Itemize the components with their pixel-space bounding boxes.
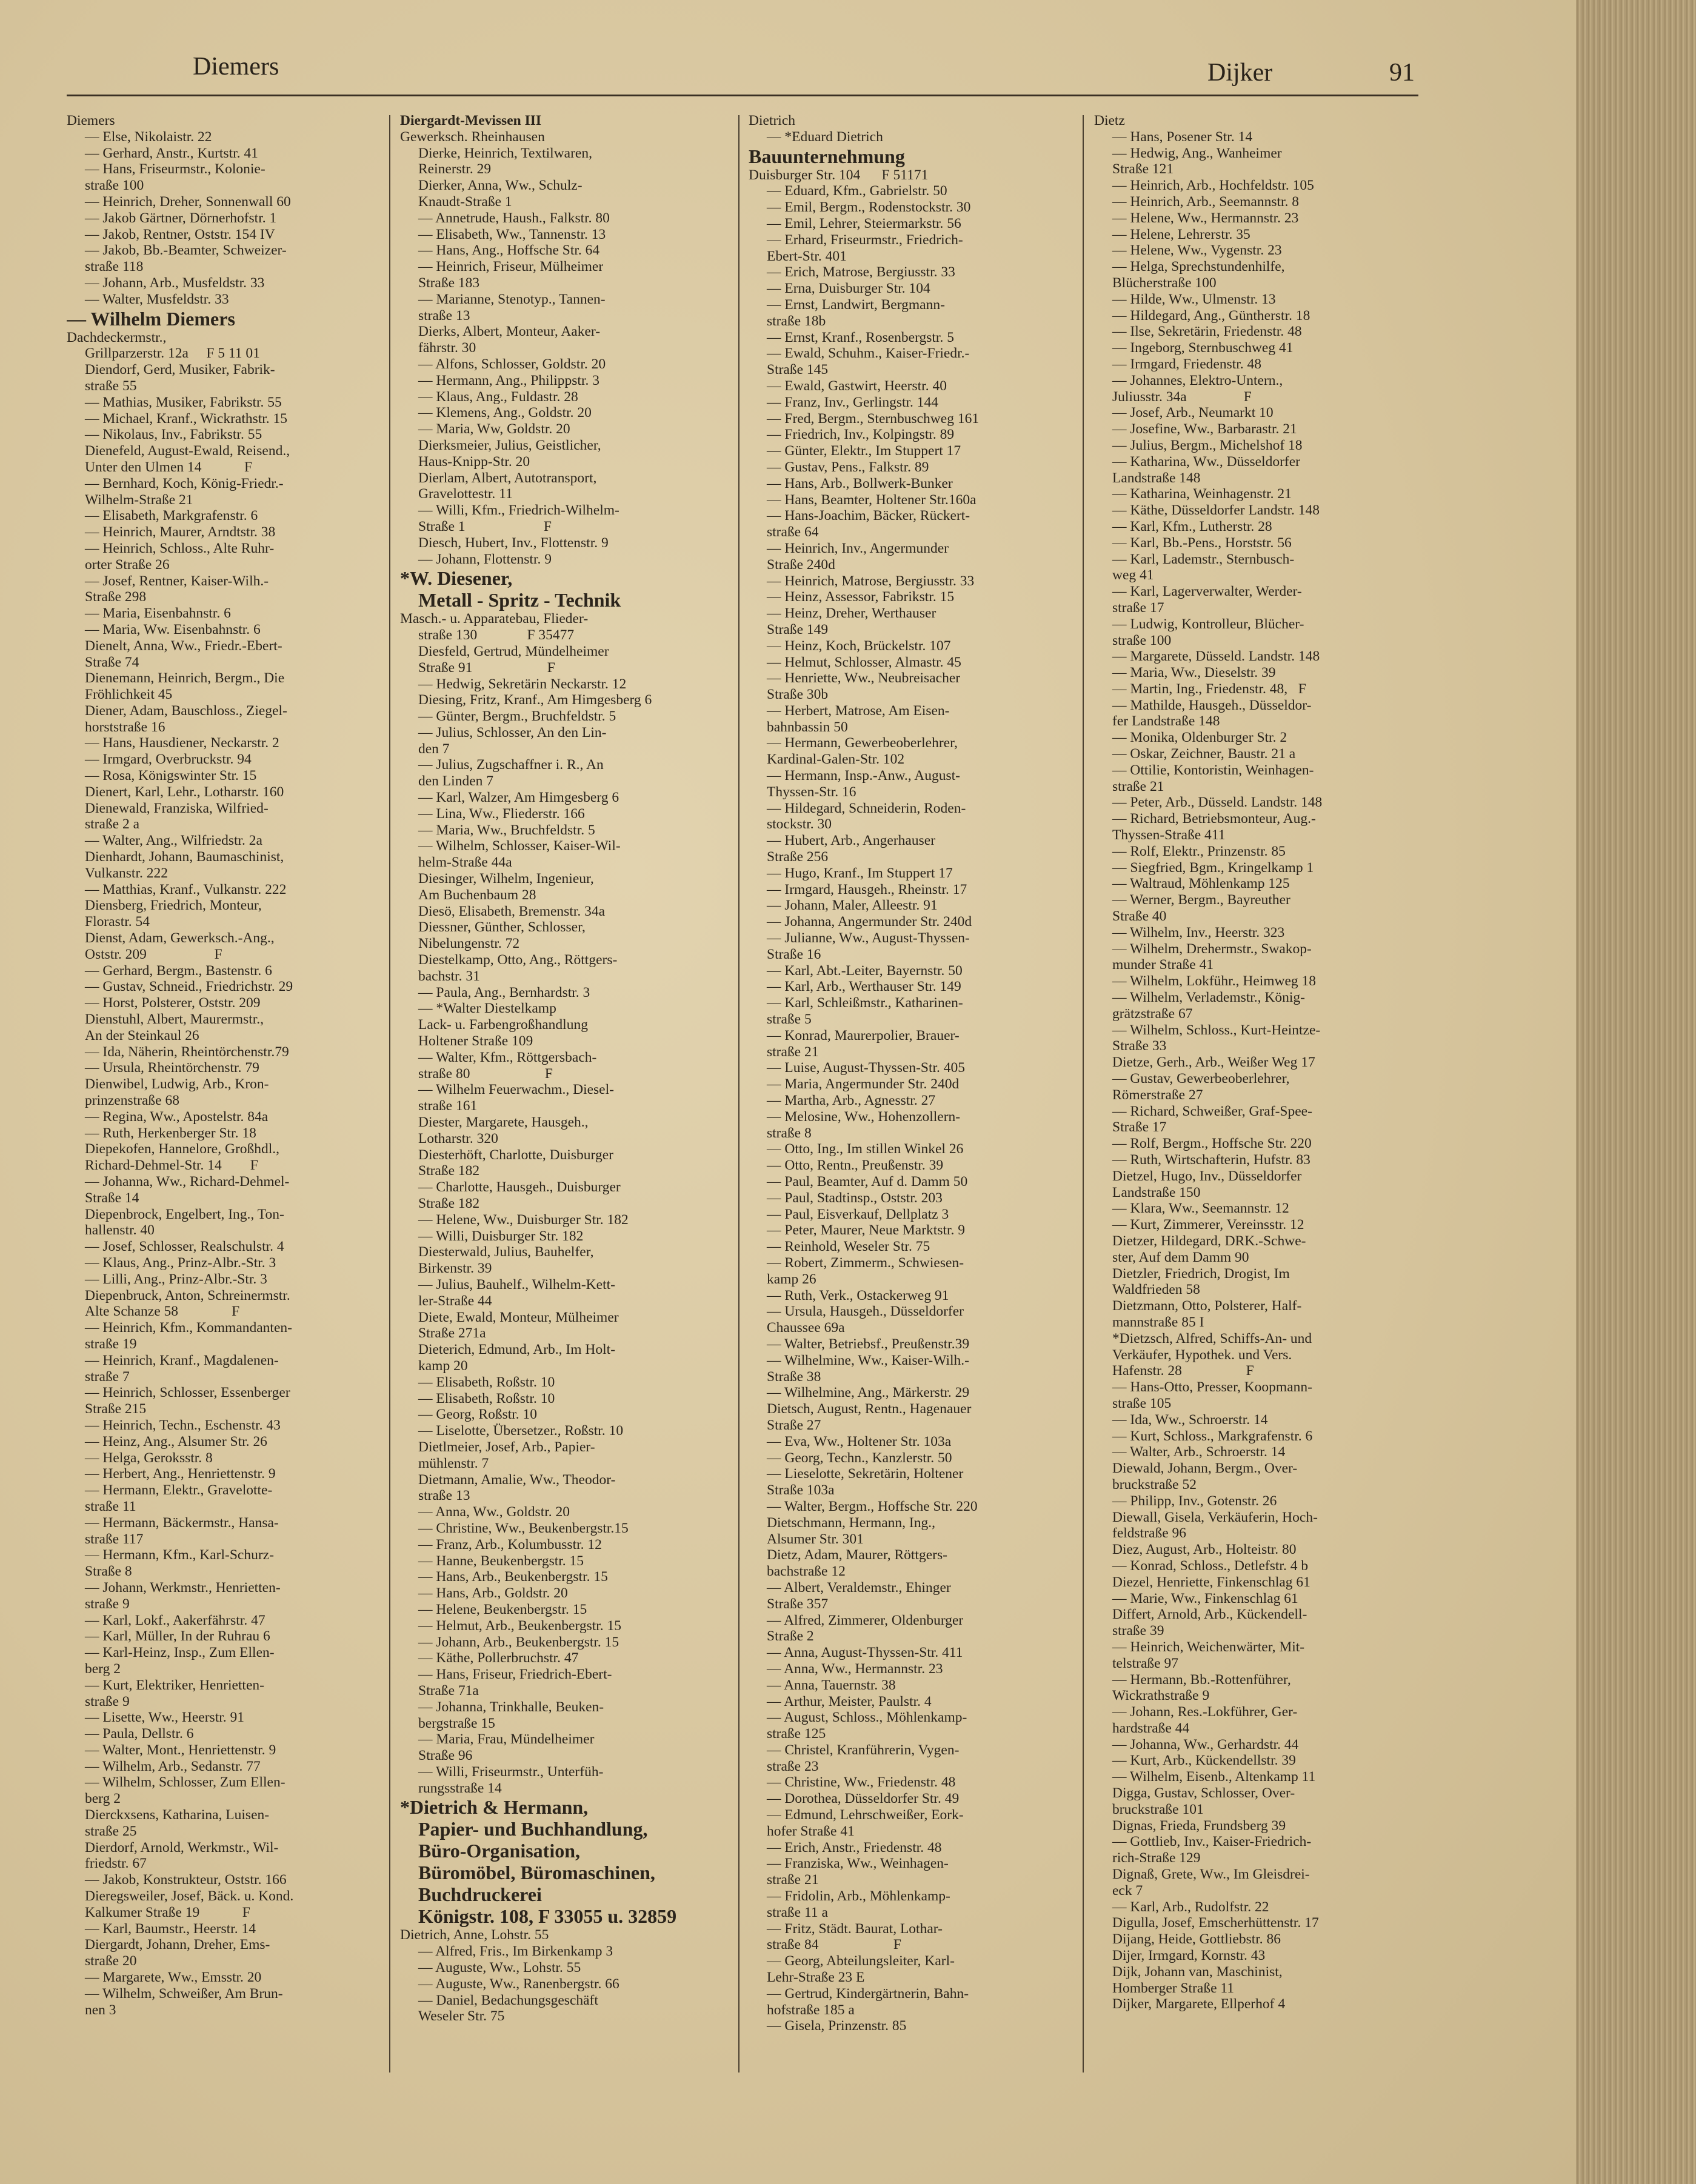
- book-page-edges: [1576, 0, 1696, 2184]
- advertisement-entry: — Wilhelm Diemers: [67, 307, 235, 330]
- directory-column-4: [1094, 113, 1434, 2013]
- advertisement-entry: Bauunternehmung: [749, 145, 905, 167]
- running-head-left: Diemers: [193, 53, 279, 81]
- directory-entry-block: Dietz — Hans, Posener Str. 14 — Hedwig, Ang., Wanheimer Straße 121 — Heinrich, Arb., Hochfeldstr. 105 — Heinrich, Arb., Seemannstr. 8 — Helene, Ww., Hermannstr. 23 — Helene, Lehrerstr. 35 — Helene, Ww., Vygenstr. 23 — Helga, Sprechstundenhilfe, Blücherstraße 100 — Hilde, Ww., Ulmenstr. 13 — Hildegard, Ang., Güntherstr. 18 — Ilse, Sekretärin, Friedenstr. 48 — Ingeborg, Sternbuschweg 41 — Irmgard, Friedenstr. 48 — Johannes, Elektro-Untern., Juliusstr. 34a F — Josef, Arb., Neumarkt 10 — Josefine, Ww., Barbarastr. 21 — Julius, Bergm., Michelshof 18 — Katharina, Ww., Düsseldorfer Landstraße 148 — Katharina, Weinhagenstr. 21 — Käthe, Düsseldorfer Landstr. 148 — Karl, Kfm., Lutherstr. 28 — Karl, Bb.-Pens., Horststr. 56 — Karl, Lademstr., Sternbusch- weg 41 — Karl, Lagerverwalter, Werder- straße 17 — Ludwig, Kontrolleur, Blücher- straße 100 — Margarete, Düsseld. Landstr. 148 — Maria, Ww., Dieselstr. 39 — Martin, Ing., Friedenstr. 48, F — Mathilde, Hausgeh., Düsseldor- fer Landstraße 148 — Monika, Oldenburger Str. 2 — Oskar, Zeichner, Baustr. 21 a — Ottilie, Kontoristin, Weinhagen- straße 21 — Peter, Arb., Düsseld. Landstr. 148 — Richard, Betriebsmonteur, Aug.- Thyssen-Straße 411 — Rolf, Elektr., Prinzenstr. 85 — Siegfried, Bgm., Kringelkamp 1 — Waltraud, Möhlenkamp 125 — Werner, Bergm., Bayreuther Straße 40 — Wilhelm, Inv., Heerstr. 323 — Wilhelm, Drehermstr., Swakop- munder Straße 41 — Wilhelm, Lokführ., Heimweg 18 — Wilhelm, Verlademstr., König- grätzstraße 67 — Wilhelm, Schloss., Kurt-Heintze- Straße 33 Dietze, Gerh., Arb., Weißer Weg 17 — Gustav, Gewerbeoberlehrer, Römerstraße 27 — Richard, Schweißer, Graf-Spee- Straße 17 — Rolf, Bergm., Hoffsche Str. 220 — Ruth, Wirtschafterin, Hufstr. 83 Dietzel, Hugo, Inv., Düsseldorfer Landstraße 150 — Klara, Ww., Seemannstr. 12 — Kurt, Zimmerer, Vereinsstr. 12 Dietzer, Hildegard, DRK.-Schwe- ster, Auf dem Damm 90 Dietzler, Friedrich, Drogist, Im Waldfrieden 58 Dietzmann, Otto, Polsterer, Half- mannstraße 85 I *Dietzsch, Alfred, Schiffs-An- und Verkäufer, Hypothek. und Vers. Hafenstr. 28 F — Hans-Otto, Presser, Koopmann- straße 105 — Ida, Ww., Schroerstr. 14 — Kurt, Schloss., Markgrafenstr. 6 — Walter, Arb., Schroerstr. 14 Diewald, Johann, Bergm., Over- bruckstraße 52 — Philipp, Inv., Gotenstr. 26 Diewall, Gisela, Verkäuferin, Hoch- feldstraße 96 Diez, August, Arb., Holteistr. 80 — Konrad, Schloss., Detlefstr. 4 b Diezel, Henriette, Finkenschlag 61 — Marie, Ww., Finkenschlag 61 Differt, Arnold, Arb., Kückendell- straße 39 — Heinrich, Weichenwärter, Mit- telstraße 97 — Hermann, Bb.-Rottenführer, Wickrathstraße 9 — Johann, Res.-Lokführer, Ger- hardstraße 44 — Johanna, Ww., Gerhardstr. 44 — Kurt, Arb., Kückendellstr. 39 — Wilhelm, Eisenb., Altenkamp 11 Digga, Gustav, Schlosser, Over- bruckstraße 101 Dignas, Frieda, Frundsberg 39 — Gottlieb, Inv., Kaiser-Friedrich- rich-Straße 129 Dignaß, Grete, Ww., Im Gleisdrei- eck 7 — Karl, Arb., Rudolfstr. 22 Digulla, Josef, Emscherhüttenstr. 17 Dijang, Heide, Gottliebstr. 86 Dijer, Irmgard, Kornstr. 43 Dijk, Johann van, Maschinist, Homberger Straße 11 Dijker, Margarete, Ellperhof 4: [1094, 113, 1323, 2013]
- directory-entry-block: Duisburger Str. 104 F 51171 — Eduard, Kfm., Gabrielstr. 50 — Emil, Bergm., Rodenstockstr. 30 — Emil, Lehrer, Steiermarkstr. 56 — Erhard, Friseurmstr., Friedrich- Ebert-Str. 401 — Erich, Matrose, Bergiusstr. 33 — Erna, Duisburger Str. 104 — Ernst, Landwirt, Bergmann- straße 18b — Ernst, Kranf., Rosenbergstr. 5 — Ewald, Schuhm., Kaiser-Friedr.- Straße 145 — Ewald, Gastwirt, Heerstr. 40 — Franz, Inv., Gerlingstr. 144 — Fred, Bergm., Sternbuschweg 161 — Friedrich, Inv., Kolpingstr. 89 — Günter, Elektr., Im Stuppert 17 — Gustav, Pens., Falkstr. 89 — Hans, Arb., Bollwerk-Bunker — Hans, Beamter, Holtener Str.160a — Hans-Joachim, Bäcker, Rückert- straße 64 — Heinrich, Inv., Angermunder Straße 240d — Heinrich, Matrose, Bergiusstr. 33 — Heinz, Assessor, Fabrikstr. 15 — Heinz, Dreher, Werthauser Straße 149 — Heinz, Koch, Brückelstr. 107 — Helmut, Schlosser, Almastr. 45 — Henriette, Ww., Neubreisacher Straße 30b — Herbert, Matrose, Am Eisen- bahnbassin 50 — Hermann, Gewerbeoberlehrer, Kardinal-Galen-Str. 102 — Hermann, Insp.-Anw., August- Thyssen-Str. 16 — Hildegard, Schneiderin, Roden- stockstr. 30 — Hubert, Arb., Angerhauser Straße 256 — Hugo, Kranf., Im Stuppert 17 — Irmgard, Hausgeh., Rheinstr. 17 — Johann, Maler, Alleestr. 91 — Johanna, Angermunder Str. 240d — Julianne, Ww., August-Thyssen- Straße 16 — Karl, Abt.-Leiter, Bayernstr. 50 — Karl, Arb., Werthauser Str. 149 — Karl, Schleißmstr., Katharinen- straße 5 — Konrad, Maurerpolier, Brauer- straße 21 — Luise, August-Thyssen-Str. 405 — Maria, Angermunder Str. 240d — Martha, Arb., Agnesstr. 27 — Melosine, Ww., Hohenzollern- straße 8 — Otto, Ing., Im stillen Winkel 26 — Otto, Rentn., Preußenstr. 39 — Paul, Beamter, Auf d. Damm 50 — Paul, Stadtinsp., Oststr. 203 — Paul, Eisverkauf, Dellplatz 3 — Peter, Maurer, Neue Marktstr. 9 — Reinhold, Weseler Str. 75 — Robert, Zimmerm., Schwiesen- kamp 26 — Ruth, Verk., Ostackerweg 91 — Ursula, Hausgeh., Düsseldorfer Chaussee 69a — Walter, Betriebsf., Preußenstr.39 — Wilhelmine, Ww., Kaiser-Wilh.- Straße 38 — Wilhelmine, Ang., Märkerstr. 29 Dietsch, August, Rentn., Hagenauer Straße 27 — Eva, Ww., Holtener Str. 103a — Georg, Techn., Kanzlerstr. 50 — Lieselotte, Sekretärin, Holtener Straße 103a — Walter, Bergm., Hoffsche Str. 220 Dietschmann, Hermann, Ing., Alsumer Str. 301 Dietz, Adam, Maurer, Röttgers- bachstraße 12 — Albert, Veraldemstr., Ehinger Straße 357 — Alfred, Zimmerer, Oldenburger Straße 2 — Anna, August-Thyssen-Str. 411 — Anna, Ww., Hermannstr. 23 — Anna, Tauernstr. 38 — Arthur, Meister, Paulstr. 4 — August, Schloss., Möhlenkamp- straße 125 — Christel, Kranführerin, Vygen- straße 23 — Christine, Ww., Friedenstr. 48 — Dorothea, Düsseldorfer Str. 49 — Edmund, Lehrschweißer, Eork- hofer Straße 41 — Erich, Anstr., Friedenstr. 48 — Franziska, Ww., Weinhagen- straße 21 — Fridolin, Arb., Möhlenkamp- straße 11 a — Fritz, Städt. Baurat, Lothar- straße 84 F — Georg, Abteilungsleiter, Karl- Lehr-Straße 23 E — Gertrud, Kindergärtnerin, Bahn- hofstraße 185 a — Gisela, Prinzenstr. 85: [749, 167, 980, 2034]
- directory-entry-block: Masch.- u. Apparatebau, Flieder- straße 130 F 35477 Diesfeld, Gertrud, Mündelheimer Straße 91 F — Hedwig, Sekretärin Neckarstr. 12 Diesing, Fritz, Kranf., Am Himgesberg 6 — Günter, Bergm., Bruchfeldstr. 5 — Julius, Schlosser, An den Lin- den 7 — Julius, Zugschaffner i. R., An den Linden 7 — Karl, Walzer, Am Himgesberg 6 — Lina, Ww., Fliederstr. 166 — Maria, Ww., Bruchfeldstr. 5 — Wilhelm, Schlosser, Kaiser-Wil- helm-Straße 44a Diesinger, Wilhelm, Ingenieur, Am Buchenbaum 28 Diesö, Elisabeth, Bremenstr. 34a Diessner, Günther, Schlosser, Nibelungenstr. 72 Diestelkamp, Otto, Ang., Röttgers- bachstr. 31 — Paula, Ang., Bernhardstr. 3 — *Walter Diestelkamp Lack- u. Farbengroßhandlung Holtener Straße 109 — Walter, Kfm., Röttgersbach- straße 80 F — Wilhelm Feuerwachm., Diesel- straße 161 Diester, Margarete, Hausgeh., Lotharstr. 320 Diesterhöft, Charlotte, Duisburger Straße 182 — Charlotte, Hausgeh., Duisburger Straße 182 — Helene, Ww., Duisburger Str. 182 — Willi, Duisburger Str. 182 Diesterwald, Julius, Bauhelfer, Birkenstr. 39 — Julius, Bauhelf., Wilhelm-Kett- ler-Straße 44 Diete, Ewald, Monteur, Mülheimer Straße 271a Dieterich, Edmund, Arb., Im Holt- kamp 20 — Elisabeth, Roßstr. 10 — Elisabeth, Roßstr. 10 — Georg, Roßstr. 10 — Liselotte, Übersetzer., Roßstr. 10 Dietlmeier, Josef, Arb., Papier- mühlenstr. 7 Dietmann, Amalie, Ww., Theodor- straße 13 — Anna, Ww., Goldstr. 20 — Christine, Ww., Beukenbergstr.15 — Franz, Arb., Kolumbusstr. 12 — Hanne, Beukenbergstr. 15 — Hans, Arb., Beukenbergstr. 15 — Hans, Arb., Goldstr. 20 — Helene, Beukenbergstr. 15 — Helmut, Arb., Beukenbergstr. 15 — Johann, Arb., Beukenbergstr. 15 — Käthe, Pollerbruchstr. 47 — Hans, Friseur, Friedrich-Ebert- Straße 71a — Johanna, Trinkhalle, Beuken- bergstraße 15 — Maria, Frau, Mündelheimer Straße 96 — Willi, Friseurmstr., Unterfüh- rungsstraße 14: [400, 611, 652, 1796]
- advertisement-entry: *W. Diesener, Metall - Spritz - Technik: [400, 567, 621, 611]
- directory-column-3: [749, 113, 1088, 2034]
- directory-entry-block: Dietrich, Anne, Lohstr. 55 — Alfred, Fris., Im Birkenkamp 3 — Auguste, Ww., Lohstr. 55 — Auguste, Ww., Ranenbergstr. 66 — Daniel, Bedachungsgeschäft Weseler Str. 75: [400, 1927, 619, 2025]
- directory-column-1: [67, 113, 406, 2018]
- advertisement-entry: *Dietrich & Hermann, Papier- und Buchhandlung, Büro-Organisation, Büromöbel, Büromaschinen, Buchdruckerei Königstr. 108, F 33055 u. 32859: [400, 1796, 677, 1928]
- header-rule: [67, 95, 1418, 96]
- directory-entry-block: Dietrich — *Eduard Dietrich: [749, 113, 883, 145]
- directory-entry-block: Diemers — Else, Nikolaistr. 22 — Gerhard, Anstr., Kurtstr. 41 — Hans, Friseurmstr., Kolonie- straße 100 — Heinrich, Dreher, Sonnenwall 60 — Jakob Gärtner, Dörnerhofstr. 1 — Jakob, Rentner, Oststr. 154 IV — Jakob, Bb.-Beamter, Schweizer- straße 118 — Johann, Arb., Musfeldstr. 33 — Walter, Musfeldstr. 33: [67, 113, 291, 307]
- directory-column-2: [400, 113, 739, 2025]
- running-head-right: Dijker: [1207, 59, 1273, 87]
- directory-entry-block: Gewerksch. Rheinhausen Dierke, Heinrich, Textilwaren, Reinerstr. 29 Dierker, Anna, Ww., Schulz- Knaudt-Straße 1 — Annetrude, Haush., Falkstr. 80 — Elisabeth, Ww., Tannenstr. 13 — Hans, Ang., Hoffsche Str. 64 — Heinrich, Friseur, Mülheimer Straße 183 — Marianne, Stenotyp., Tannen- straße 13 Dierks, Albert, Monteur, Aaker- fährstr. 30 — Alfons, Schlosser, Goldstr. 20 — Hermann, Ang., Philippstr. 3 — Klaus, Ang., Fuldastr. 28 — Klemens, Ang., Goldstr. 20 — Maria, Ww, Goldstr. 20 Dierksmeier, Julius, Geistlicher, Haus-Knipp-Str. 20 Dierlam, Albert, Autotransport, Gravelottestr. 11 — Willi, Kfm., Friedrich-Wilhelm- Straße 1 F Diesch, Hubert, Inv., Flottenstr. 9 — Johann, Flottenstr. 9: [400, 128, 619, 567]
- directory-entry-block: Diergardt-Mevissen III: [400, 113, 542, 128]
- directory-entry-block: Dachdeckermstr., Grillparzerstr. 12a F 5 11 01 Diendorf, Gerd, Musiker, Fabrik- straße 55 — Mathias, Musiker, Fabrikstr. 55 — Michael, Kranf., Wickrathstr. 15 — Nikolaus, Inv., Fabrikstr. 55 Dienefeld, August-Ewald, Reisend., Unter den Ulmen 14 F — Bernhard, Koch, König-Friedr.- Wilhelm-Straße 21 — Elisabeth, Markgrafenstr. 6 — Heinrich, Maurer, Arndtstr. 38 — Heinrich, Schloss., Alte Ruhr- orter Straße 26 — Josef, Rentner, Kaiser-Wilh.- Straße 298 — Maria, Eisenbahnstr. 6 — Maria, Ww. Eisenbahnstr. 6 Dienelt, Anna, Ww., Friedr.-Ebert- Straße 74 Dienemann, Heinrich, Bergm., Die Fröhlichkeit 45 Diener, Adam, Bauschloss., Ziegel- horststraße 16 — Hans, Hausdiener, Neckarstr. 2 — Irmgard, Overbruckstr. 94 — Rosa, Königswinter Str. 15 Dienert, Karl, Lehr., Lotharstr. 160 Dienewald, Franziska, Wilfried- straße 2 a — Walter, Ang., Wilfriedstr. 2a Dienhardt, Johann, Baumaschinist, Vulkanstr. 222 — Matthias, Kranf., Vulkanstr. 222 Diensberg, Friedrich, Monteur, Florastr. 54 Dienst, Adam, Gewerksch.-Ang., Oststr. 209 F — Gerhard, Bergm., Bastenstr. 6 — Gustav, Schneid., Friedrichstr. 29 — Horst, Polsterer, Oststr. 209 Dienstuhl, Albert, Maurermstr., An der Steinkaul 26 — Ida, Näherin, Rheintörchenstr.79 — Ursula, Rheintörchenstr. 79 Dienwibel, Ludwig, Arb., Kron- prinzenstraße 68 — Regina, Ww., Apostelstr. 84a — Ruth, Herkenberger Str. 18 Diepekofen, Hannelore, Großhdl., Richard-Dehmel-Str. 14 F — Johanna, Ww., Richard-Dehmel- Straße 14 Diepenbrock, Engelbert, Ing., Ton- hallenstr. 40 — Josef, Schlosser, Realschulstr. 4 — Klaus, Ang., Prinz-Albr.-Str. 3 — Lilli, Ang., Prinz-Albr.-Str. 3 Diepenbruck, Anton, Schreinermstr. Alte Schanze 58 F — Heinrich, Kfm., Kommandanten- straße 19 — Heinrich, Kranf., Magdalenen- straße 7 — Heinrich, Schlosser, Essenberger Straße 215 — Heinrich, Techn., Eschenstr. 43 — Heinz, Ang., Alsumer Str. 26 — Helga, Geroksstr. 8 — Herbert, Ang., Henriettenstr. 9 — Hermann, Elektr., Gravelotte- straße 11 — Hermann, Bäckermstr., Hansa- straße 117 — Hermann, Kfm., Karl-Schurz- Straße 8 — Johann, Werkmstr., Henrietten- straße 9 — Karl, Lokf., Aakerfährstr. 47 — Karl, Müller, In der Ruhrau 6 — Karl-Heinz, Insp., Zum Ellen- berg 2 — Kurt, Elektriker, Henrietten- straße 9 — Lisette, Ww., Heerstr. 91 — Paula, Dellstr. 6 — Walter, Mont., Henriettenstr. 9 — Wilhelm, Arb., Sedanstr. 77 — Wilhelm, Schlosser, Zum Ellen- berg 2 Dierckxsens, Katharina, Luisen- straße 25 Dierdorf, Arnold, Werkmstr., Wil- friedstr. 67 — Jakob, Konstrukteur, Oststr. 166 Dieregsweiler, Josef, Bäck. u. Kond. Kalkumer Straße 19 F — Karl, Baumstr., Heerstr. 14 Diergardt, Johann, Dreher, Ems- straße 20 — Margarete, Ww., Emsstr. 20 — Wilhelm, Schweißer, Am Brun- nen 3: [67, 329, 294, 2018]
- page-number: 91: [1389, 59, 1415, 87]
